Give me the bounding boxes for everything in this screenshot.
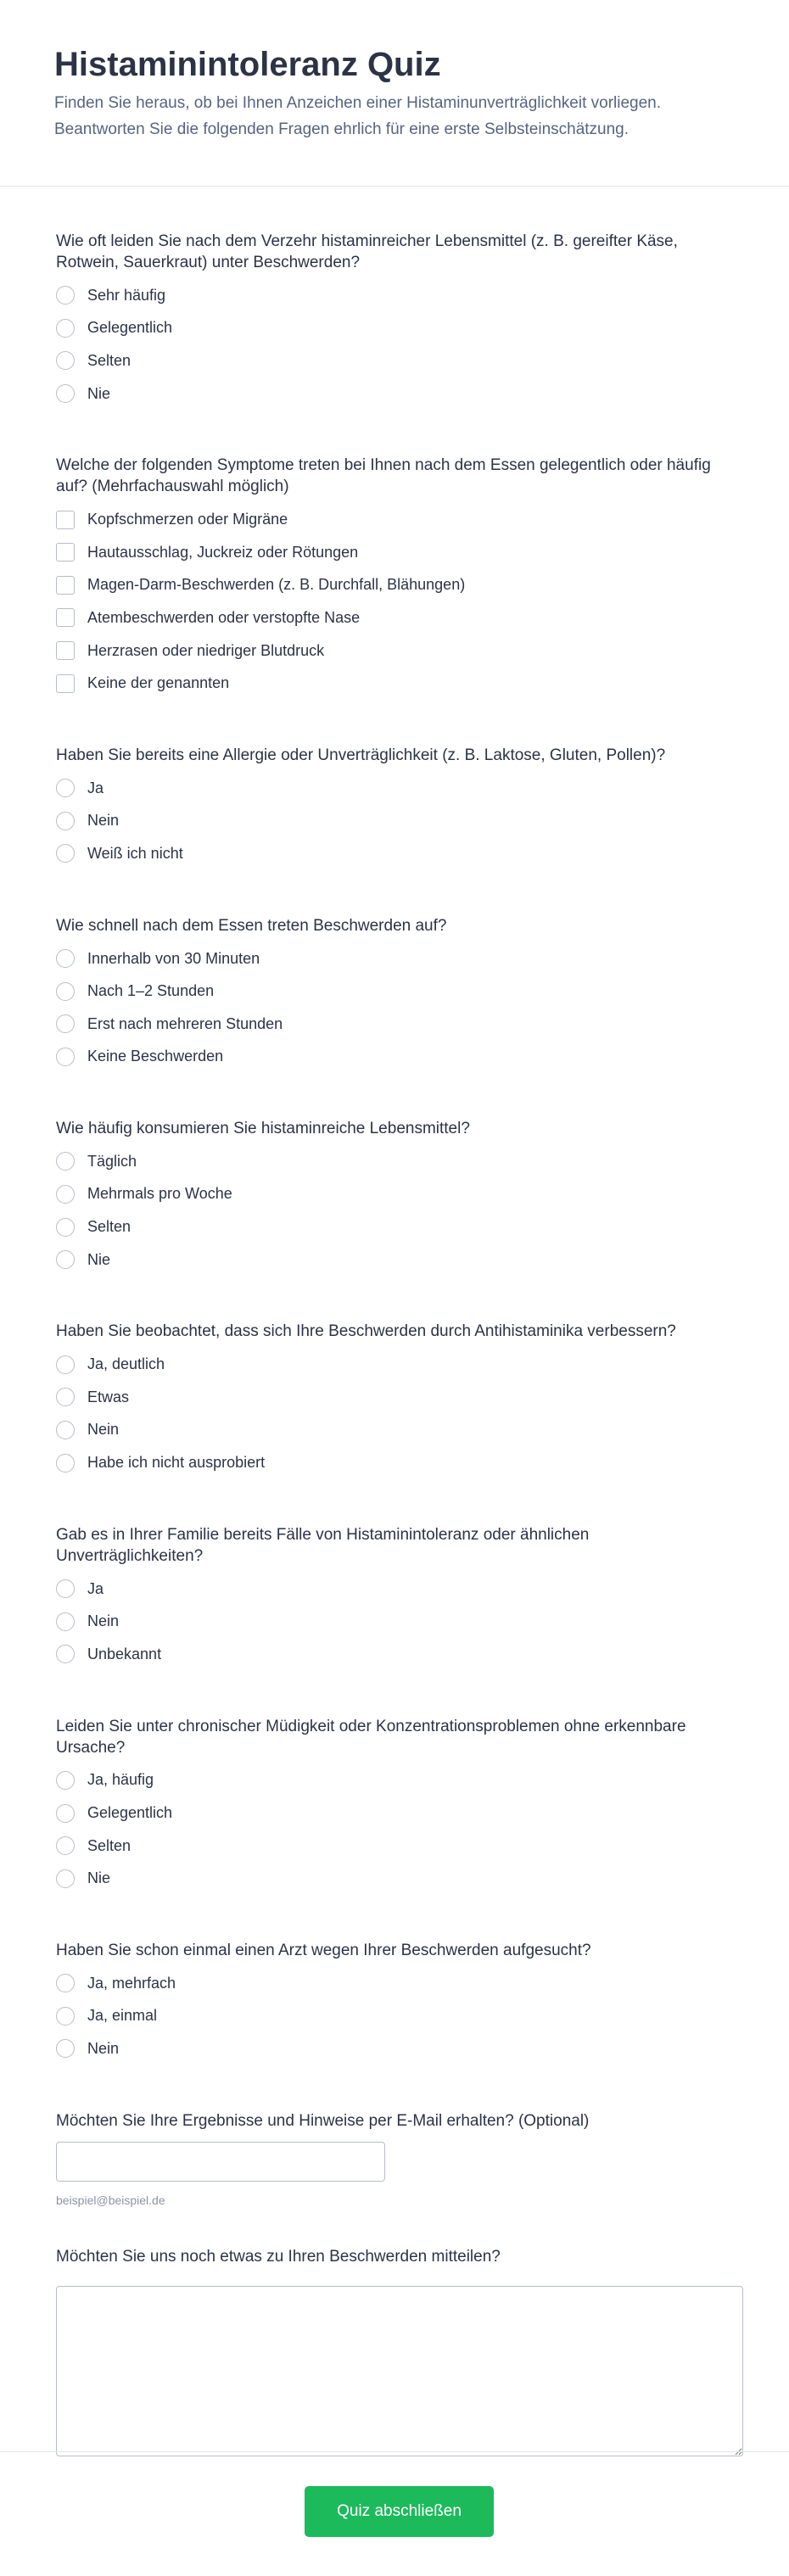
checkbox[interactable] [56,608,75,627]
checkbox[interactable] [56,576,75,595]
question-complaint-frequency [56,231,733,410]
checkbox-option[interactable] [56,601,733,634]
radio-option[interactable] [56,1764,733,1797]
option-label: Keine der genannten [87,674,230,692]
form-footer [0,2451,789,2576]
question-label: Leiden Sie unter chronischer Müdigkeit oder Konzentrationsproblemen ohne erkennbare Ursache? [56,1717,686,1757]
question-consumption [56,1118,733,1276]
checkbox[interactable] [56,511,75,529]
radio-button[interactable] [56,1152,75,1171]
radio-button[interactable] [56,982,75,1001]
question-label: Welche der folgenden Symptome treten bei Ihnen nach dem Essen gelegentlich oder häufig auf? (Mehrfachauswahl möglich) [56,456,711,496]
radio-button[interactable] [56,844,75,863]
radio-button[interactable] [56,351,75,370]
radio-option[interactable] [56,1830,733,1863]
checkbox-option[interactable] [56,536,733,569]
option-label: Innerhalb von 30 Minuten [87,949,260,967]
radio-option[interactable] [56,312,733,345]
question-list [0,187,789,2456]
question-allergy [56,745,733,870]
radio-button[interactable] [56,384,75,403]
checkbox[interactable] [56,543,75,562]
radio-option[interactable] [56,377,733,411]
form-title: Histaminintoleranz Quiz [54,46,441,83]
option-label: Hautausschlag, Juckreiz oder Rötungen [87,543,359,561]
checkbox[interactable] [56,674,75,693]
question-label: Wie schnell nach dem Essen treten Beschwerden auf? [56,916,447,935]
option-label: Ja [87,779,104,796]
question-email [56,2110,733,2207]
option-label: Herzrasen oder niedriger Blutdruck [87,641,325,659]
question-fatigue [56,1716,733,1895]
comments-textarea[interactable] [56,2286,743,2456]
radio-button[interactable] [56,1974,75,1992]
radio-button[interactable] [56,1185,75,1204]
radio-option[interactable] [56,2032,733,2065]
radio-option[interactable] [56,772,733,805]
radio-button[interactable] [56,1804,75,1823]
form-description: Finden Sie heraus, ob bei Ihnen Anzeichen einer Histaminunverträglichkeit vorliegen. Beantworten Sie die folgenden Fragen ehrlich für eine erste Selbsteinschätzung. [54,94,662,138]
option-label: Gelegentlich [87,319,173,337]
radio-button[interactable] [56,949,75,968]
option-label: Nie [87,1250,111,1268]
radio-button[interactable] [56,1355,75,1374]
option-label: Ja, einmal [87,2007,158,2025]
radio-option[interactable] [56,1446,733,1479]
radio-button[interactable] [56,319,75,338]
option-label: Weiß ich nicht [87,844,183,862]
question-label: Wie häufig konsumieren Sie histaminreiche Lebensmittel? [56,1120,470,1138]
checkbox-option[interactable] [56,667,733,700]
radio-option[interactable] [56,1348,733,1381]
radio-option[interactable] [56,1381,733,1414]
option-label: Nie [87,384,111,402]
option-label: Selten [87,1218,132,1236]
radio-option[interactable] [56,1862,733,1895]
radio-button[interactable] [56,779,75,797]
radio-button[interactable] [56,1612,75,1631]
radio-button[interactable] [56,1869,75,1888]
radio-option[interactable] [56,837,733,870]
radio-option[interactable] [56,2000,733,2033]
radio-button[interactable] [56,1645,75,1663]
option-label: Erst nach mehreren Stunden [87,1014,283,1032]
question-doctor-visit [56,1940,733,2065]
radio-button[interactable] [56,1421,75,1439]
question-label: Möchten Sie Ihre Ergebnisse und Hinweise per E-Mail erhalten? (Optional) [56,2111,590,2130]
radio-option[interactable] [56,1210,733,1243]
submit-button[interactable]: Quiz abschließen [305,2486,494,2537]
option-label: Atembeschwerden oder verstopfte Nase [87,608,361,626]
option-label: Keine Beschwerden [87,1048,224,1065]
radio-button[interactable] [56,1014,75,1033]
radio-option[interactable] [56,1008,733,1041]
radio-option[interactable] [56,1796,733,1830]
option-label: Nie [87,1869,111,1887]
radio-option[interactable] [56,1638,733,1671]
question-antihistamines [56,1321,733,1478]
radio-button[interactable] [56,2007,75,2026]
question-label: Wie oft leiden Sie nach dem Verzehr histaminreicher Lebensmittel (z. B. gereifter Käse, Rotwein, Sauerkraut) unter Beschwerden? [56,232,678,271]
checkbox[interactable] [56,641,75,660]
radio-button[interactable] [56,286,75,305]
radio-option[interactable] [56,1414,733,1447]
question-comments [56,2246,733,2456]
option-label: Sehr häufig [87,286,166,304]
question-label: Haben Sie beobachtet, dass sich Ihre Beschwerden durch Antihistaminika verbessern? [56,1322,676,1341]
checkbox-option[interactable] [56,569,733,602]
option-label: Nach 1–2 Stunden [87,982,215,1000]
option-label: Magen-Darm-Beschwerden (z. B. Durchfall, Blähungen) [87,576,466,594]
radio-option[interactable] [56,1145,733,1178]
radio-button[interactable] [56,1250,75,1269]
radio-button[interactable] [56,1048,75,1066]
radio-option[interactable] [56,805,733,838]
radio-button[interactable] [56,1388,75,1406]
question-label: Haben Sie schon einmal einen Arzt wegen Ihrer Beschwerden aufgesucht? [56,1942,591,1959]
checkbox-option[interactable] [56,503,733,536]
radio-option[interactable] [56,1573,733,1606]
question-symptoms [56,455,733,700]
question-label: Möchten Sie uns noch etwas zu Ihren Beschwerden mitteilen? [56,2247,501,2266]
radio-option[interactable] [56,1041,733,1074]
email-field[interactable] [56,2142,385,2182]
radio-option[interactable] [56,279,733,312]
option-label: Täglich [87,1152,137,1170]
radio-option[interactable] [56,975,733,1008]
option-label: Nein [87,1421,120,1439]
radio-button[interactable] [56,1836,75,1855]
option-label: Unbekannt [87,1645,162,1662]
question-onset-time [56,915,733,1073]
form-header [0,0,789,187]
question-family-history [56,1524,733,1671]
radio-option[interactable] [56,1178,733,1211]
question-label: Haben Sie bereits eine Allergie oder Unverträglichkeit (z. B. Laktose, Gluten, Pollen)? [56,746,666,764]
radio-button[interactable] [56,1771,75,1790]
option-label: Nein [87,2039,120,2057]
radio-option[interactable] [56,942,733,975]
radio-button[interactable] [56,1579,75,1598]
option-label: Kopfschmerzen oder Migräne [87,511,288,528]
radio-button[interactable] [56,2039,75,2058]
radio-button[interactable] [56,1454,75,1472]
radio-option[interactable] [56,1243,733,1277]
option-label: Nein [87,1612,120,1630]
radio-button[interactable] [56,1218,75,1237]
checkbox-option[interactable] [56,634,733,668]
option-label: Nein [87,812,120,830]
option-label: Selten [87,1836,132,1854]
radio-option[interactable] [56,344,733,377]
radio-option[interactable] [56,1605,733,1638]
question-label: Gab es in Ihrer Familie bereits Fälle von Histaminintoleranz oder ähnlichen Unverträglichkeiten? [56,1525,590,1565]
option-label: Ja, mehrfach [87,1974,176,1992]
radio-button[interactable] [56,812,75,830]
radio-option[interactable] [56,1967,733,2000]
option-label: Habe ich nicht ausprobiert [87,1454,266,1472]
option-label: Gelegentlich [87,1804,173,1822]
option-label: Mehrmals pro Woche [87,1185,232,1203]
option-label: Ja, häufig [87,1771,154,1789]
email-sublabel: beispiel@beispiel.de [56,2193,165,2207]
option-label: Ja, deutlich [87,1355,165,1373]
option-label: Etwas [87,1388,130,1405]
option-label: Selten [87,351,132,369]
option-label: Ja [87,1579,104,1597]
